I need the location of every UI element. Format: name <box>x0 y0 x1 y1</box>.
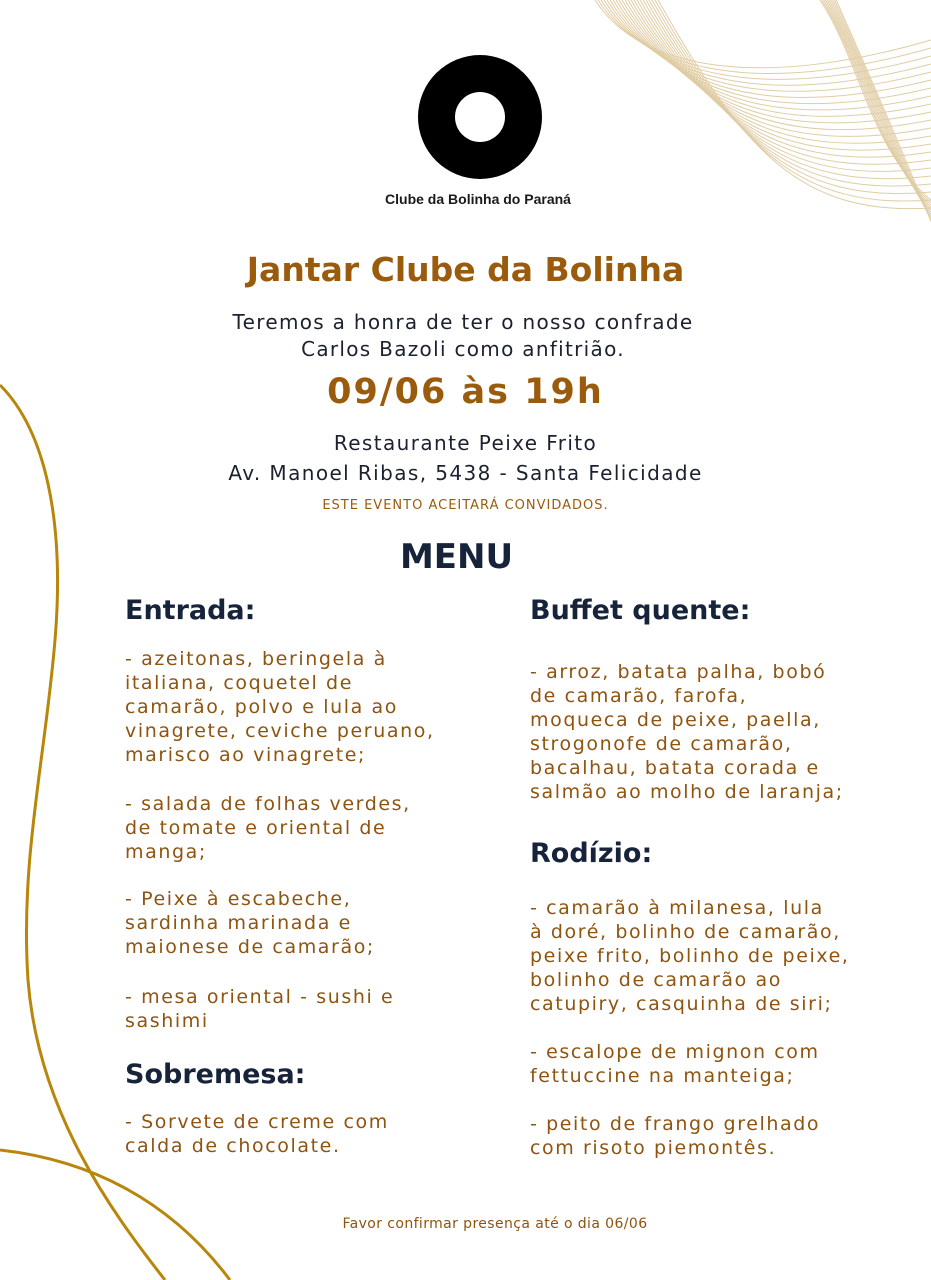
venue-address: Av. Manoel Ribas, 5438 - Santa Felicidade <box>228 461 703 485</box>
menu-title: MENU <box>399 537 514 577</box>
sobremesa-item: - Sorvete de creme com calda de chocolate. <box>125 1111 389 1157</box>
entrada-item: - azeitonas, beringela à italiana, coquetel de camarão, polvo e lula ao vinagrete, ceviche peruano, marisco ao vinagrete; <box>125 648 435 766</box>
rodizio-heading: Rodízio: <box>530 838 653 869</box>
intro-line: Teremos a honra de ter o nosso confrade <box>232 310 694 334</box>
guests-note: ESTE EVENTO ACEITARÁ CONVIDADOS. <box>322 498 609 513</box>
entrada-item: - salada de folhas verdes, de tomate e oriental de manga; <box>125 793 411 863</box>
buffet-heading: Buffet quente: <box>530 595 751 626</box>
club-name: Clube da Bolinha do Paraná <box>385 191 571 207</box>
entrada-heading: Entrada: <box>125 595 256 626</box>
event-date: 09/06 às 19h <box>327 372 604 412</box>
entrada-item: - mesa oriental - sushi e sashimi <box>125 986 395 1032</box>
sobremesa-heading: Sobremesa: <box>125 1059 306 1090</box>
logo-center <box>455 92 505 142</box>
rsvp-footer: Favor confirmar presença até o dia 06/06 <box>342 1216 648 1232</box>
rodizio-item: - camarão à milanesa, lula à doré, bolinho de camarão, peixe frito, bolinho de peixe, bolinho de camarão ao catupiry, casquinha de siri; <box>530 897 850 1015</box>
rodizio-item: - peito de frango grelhado com risoto piemontês. <box>530 1113 821 1159</box>
buffet-item: - arroz, batata palha, bobó de camarão, farofa, moqueca de peixe, paella, strogonofe de camarão, bacalhau, batata corada e salmão ao molho de laranja; <box>530 661 844 803</box>
venue <box>0 428 931 488</box>
entrada-item: - Peixe à escabeche, sardinha marinada e maionese de camarão; <box>125 888 375 958</box>
intro-line: Carlos Bazoli como anfitrião. <box>301 337 625 361</box>
event-title: Jantar Clube da Bolinha <box>246 250 685 289</box>
intro-text <box>0 309 926 363</box>
club-logo <box>418 55 542 179</box>
rodizio-item: - escalope de mignon com fettuccine na manteiga; <box>530 1041 820 1087</box>
venue-name: Restaurante Peixe Frito <box>333 431 598 455</box>
